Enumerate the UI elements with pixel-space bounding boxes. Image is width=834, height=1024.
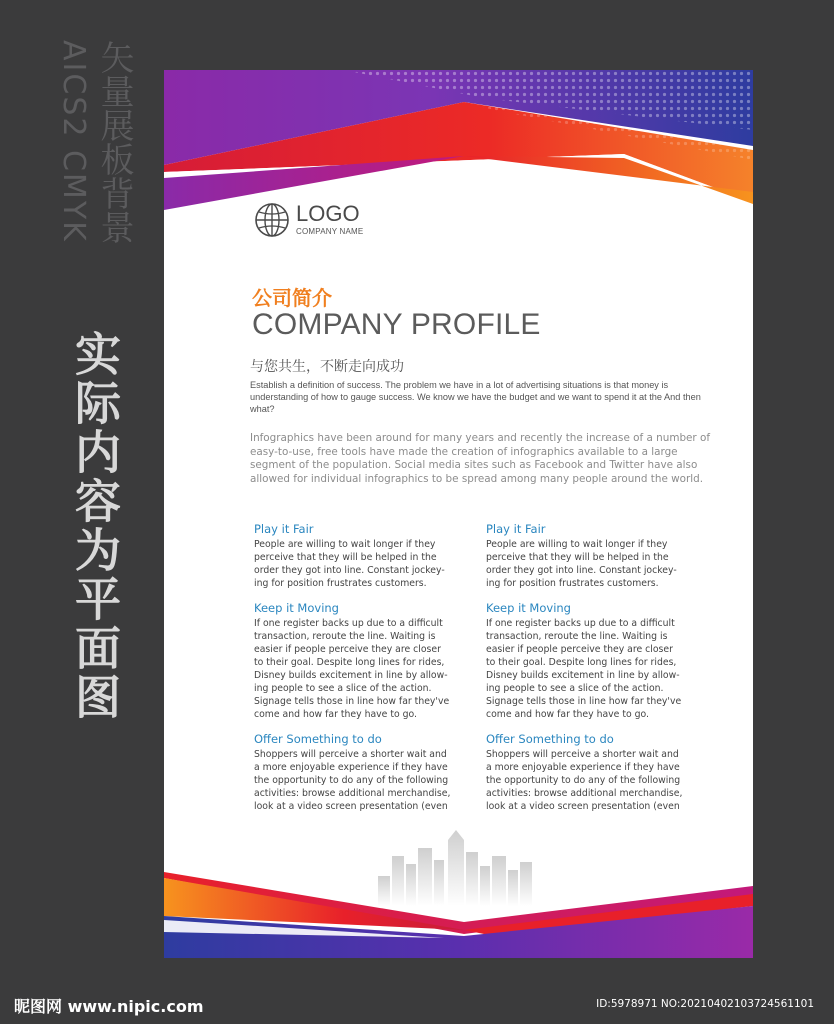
section-offer-something: [254, 732, 472, 813]
side-caption-cn: 矢量展板背景: [94, 40, 134, 244]
section-title: Keep it Moving: [254, 601, 339, 615]
bottom-decoration: [164, 872, 753, 958]
section-body: If one register backs up due to a difficult transaction, reroute the line. Waiting is easier if people perceive they are closer to their goal. Despite long lines for rides, Disney builds excitement in line by allow- ing people to see a slice of the action. Signage tells those in line how far they've come and how far they have to go.: [254, 618, 450, 720]
section-keep-it-moving: [486, 601, 704, 721]
logo-title: LOGO: [296, 201, 360, 226]
section-title: Play it Fair: [254, 522, 314, 536]
title-cn: 公司简介: [252, 286, 332, 310]
slogan: 与您共生，不断走向成功: [250, 359, 404, 375]
section-keep-it-moving: [254, 601, 472, 721]
section-title: Offer Something to do: [486, 732, 614, 746]
section-title: Offer Something to do: [254, 732, 382, 746]
section-offer-something: [486, 732, 704, 813]
section-body: Shoppers will perceive a shorter wait and a more enjoyable experience if they have the opportunity to do any of the following activities: browse additional merchandise, look at a video screen presentation (even: [486, 749, 683, 812]
watermark-id: ID:5978971 NO:20210402103724561101: [596, 998, 814, 1010]
poster: [164, 70, 753, 958]
side-caption-top: [52, 40, 134, 272]
page-title: COMPANY PROFILE: [252, 308, 541, 341]
section-play-it-fair: [254, 522, 472, 590]
intro-paragraph-2: Infographics have been around for many years and recently the increase of a number of easy-to-use, free tools have made the creation of infographics available to a large segment of the population. Social media sites such as Facebook and Twitter have also allowed for individual infographics to be spread among many people around the world.: [250, 432, 711, 485]
section-body: People are willing to wait longer if they perceive that they will be helped in the order they got into line. Constant jockey- ing for position frustrates customers.: [254, 539, 445, 589]
section-body: If one register backs up due to a difficult transaction, reroute the line. Waiting is easier if people perceive they are closer to their goal. Despite long lines for rides, Disney builds excitement in line by allow- ing people to see a slice of the action. Signage tells those in line how far they've come and how far they have to go.: [486, 618, 682, 720]
top-decoration: [164, 70, 753, 220]
watermark-site: 昵图网 www.nipic.com: [14, 997, 204, 1016]
side-caption-main: 实际内容为平面图: [68, 330, 122, 722]
side-caption-en: AICS2 CMYK: [56, 40, 91, 243]
intro-paragraph-1: Establish a definition of success. The problem we have in a lot of advertising situations is that money is understanding of how to gauge success. We know we have the budget and we want to spend it at the And then what?: [250, 380, 701, 414]
section-body: People are willing to wait longer if they perceive that they will be helped in the order they got into line. Constant jockey- ing for position frustrates customers.: [486, 539, 677, 589]
logo: [254, 202, 384, 242]
section-title: Keep it Moving: [486, 601, 571, 615]
section-title: Play it Fair: [486, 522, 546, 536]
globe-icon: [254, 202, 290, 238]
logo-subtitle: COMPANY NAME: [296, 227, 364, 236]
section-play-it-fair: [486, 522, 704, 590]
section-body: Shoppers will perceive a shorter wait and a more enjoyable experience if they have the opportunity to do any of the following activities: browse additional merchandise, look at a video screen presentation (even: [254, 749, 451, 812]
